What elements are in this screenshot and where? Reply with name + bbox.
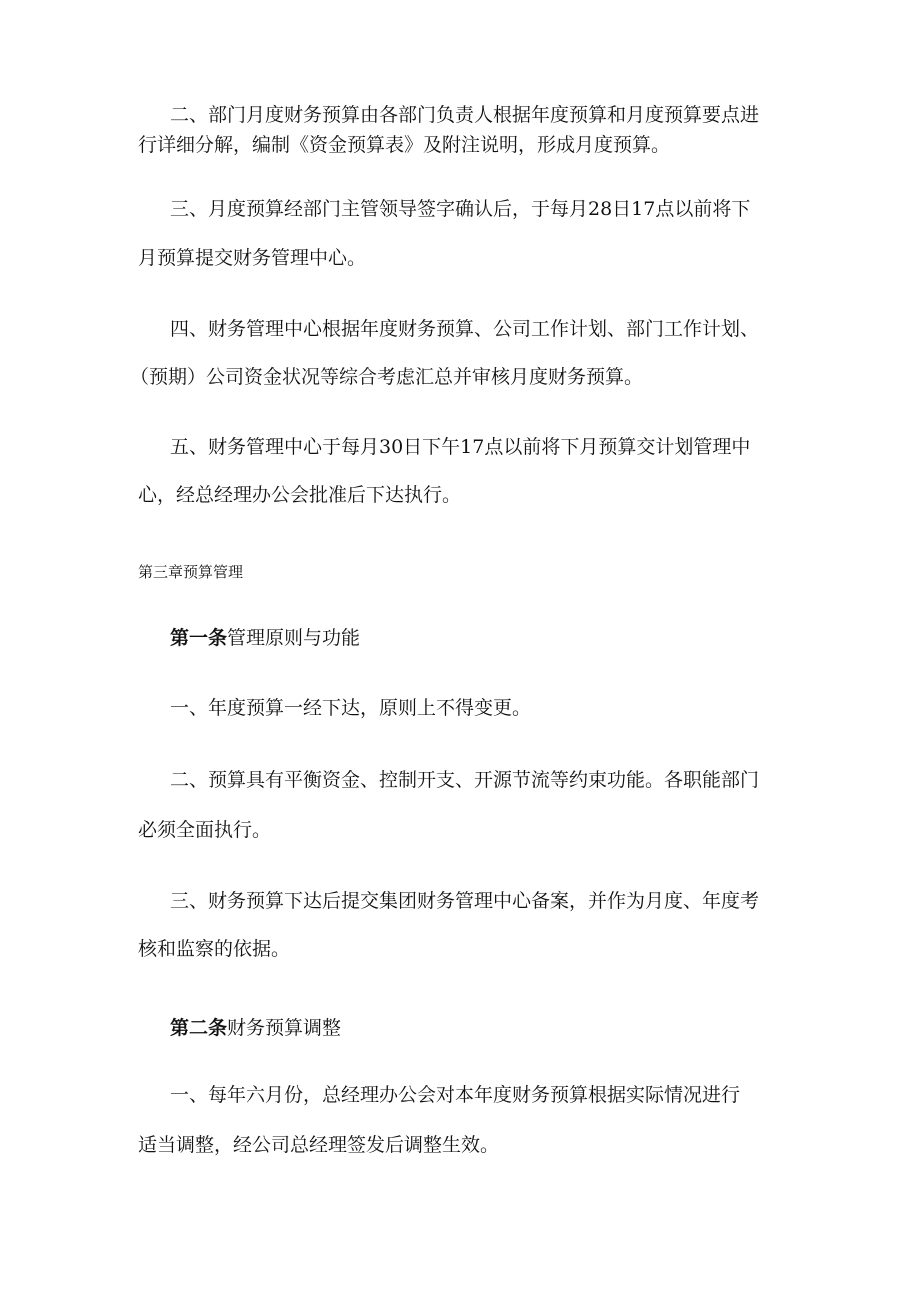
article-1-item-3-line-2: 核和监察的依据。 [138, 938, 291, 960]
article-1-item-3-line-1: 三、财务预算下达后提交集团财务管理中心备案，并作为月度、年度考 [170, 890, 760, 912]
paragraph-3-line-2: 月预算提交财务管理中心。 [138, 247, 367, 269]
paragraph-4-line-2: （预期）公司资金状况等综合考虑汇总并审核月度财务预算。 [130, 366, 644, 388]
article-2-heading [170, 1016, 341, 1040]
article-1-item-2-line-2: 必须全面执行。 [138, 819, 272, 841]
article-1-item-1: 一、年度预算一经下达，原则上不得变更。 [170, 697, 532, 719]
article-2-label: 第二条 [170, 1017, 228, 1039]
paragraph-4-line-1: 四、财务管理中心根据年度财务预算、公司工作计划、部门工作计划、 [170, 318, 760, 340]
article-2-item-1-line-2: 适当调整，经公司总经理签发后调整生效。 [138, 1134, 500, 1156]
paragraph-2-line-1: 二、部门月度财务预算由各部门负责人根据年度预算和月度预算要点进 [170, 104, 760, 126]
article-1-item-2-line-1: 二、预算具有平衡资金、控制开支、开源节流等约束功能。各职能部门 [170, 769, 760, 791]
article-1-heading [170, 626, 360, 650]
paragraph-5-line-1: 五、财务管理中心于每月30日下午17点以前将下月预算交计划管理中 [170, 436, 751, 458]
paragraph-3-line-1: 三、月度预算经部门主管领导签字确认后，于每月28日17点以前将下 [170, 198, 751, 220]
article-1-label: 第一条 [170, 627, 228, 649]
article-1-title: 管理原则与功能 [227, 627, 361, 649]
paragraph-5-line-2: 心，经总经理办公会批准后下达执行。 [138, 484, 462, 506]
chapter-heading: 第三章预算管理 [138, 563, 244, 581]
paragraph-2-line-2: 行详细分解，编制《资金预算表》及附注说明，形成月度预算。 [138, 134, 671, 156]
article-2-item-1-line-1: 一、每年六月份，总经理办公会对本年度财务预算根据实际情况进行 [170, 1084, 741, 1106]
article-2-title: 财务预算调整 [227, 1017, 342, 1039]
